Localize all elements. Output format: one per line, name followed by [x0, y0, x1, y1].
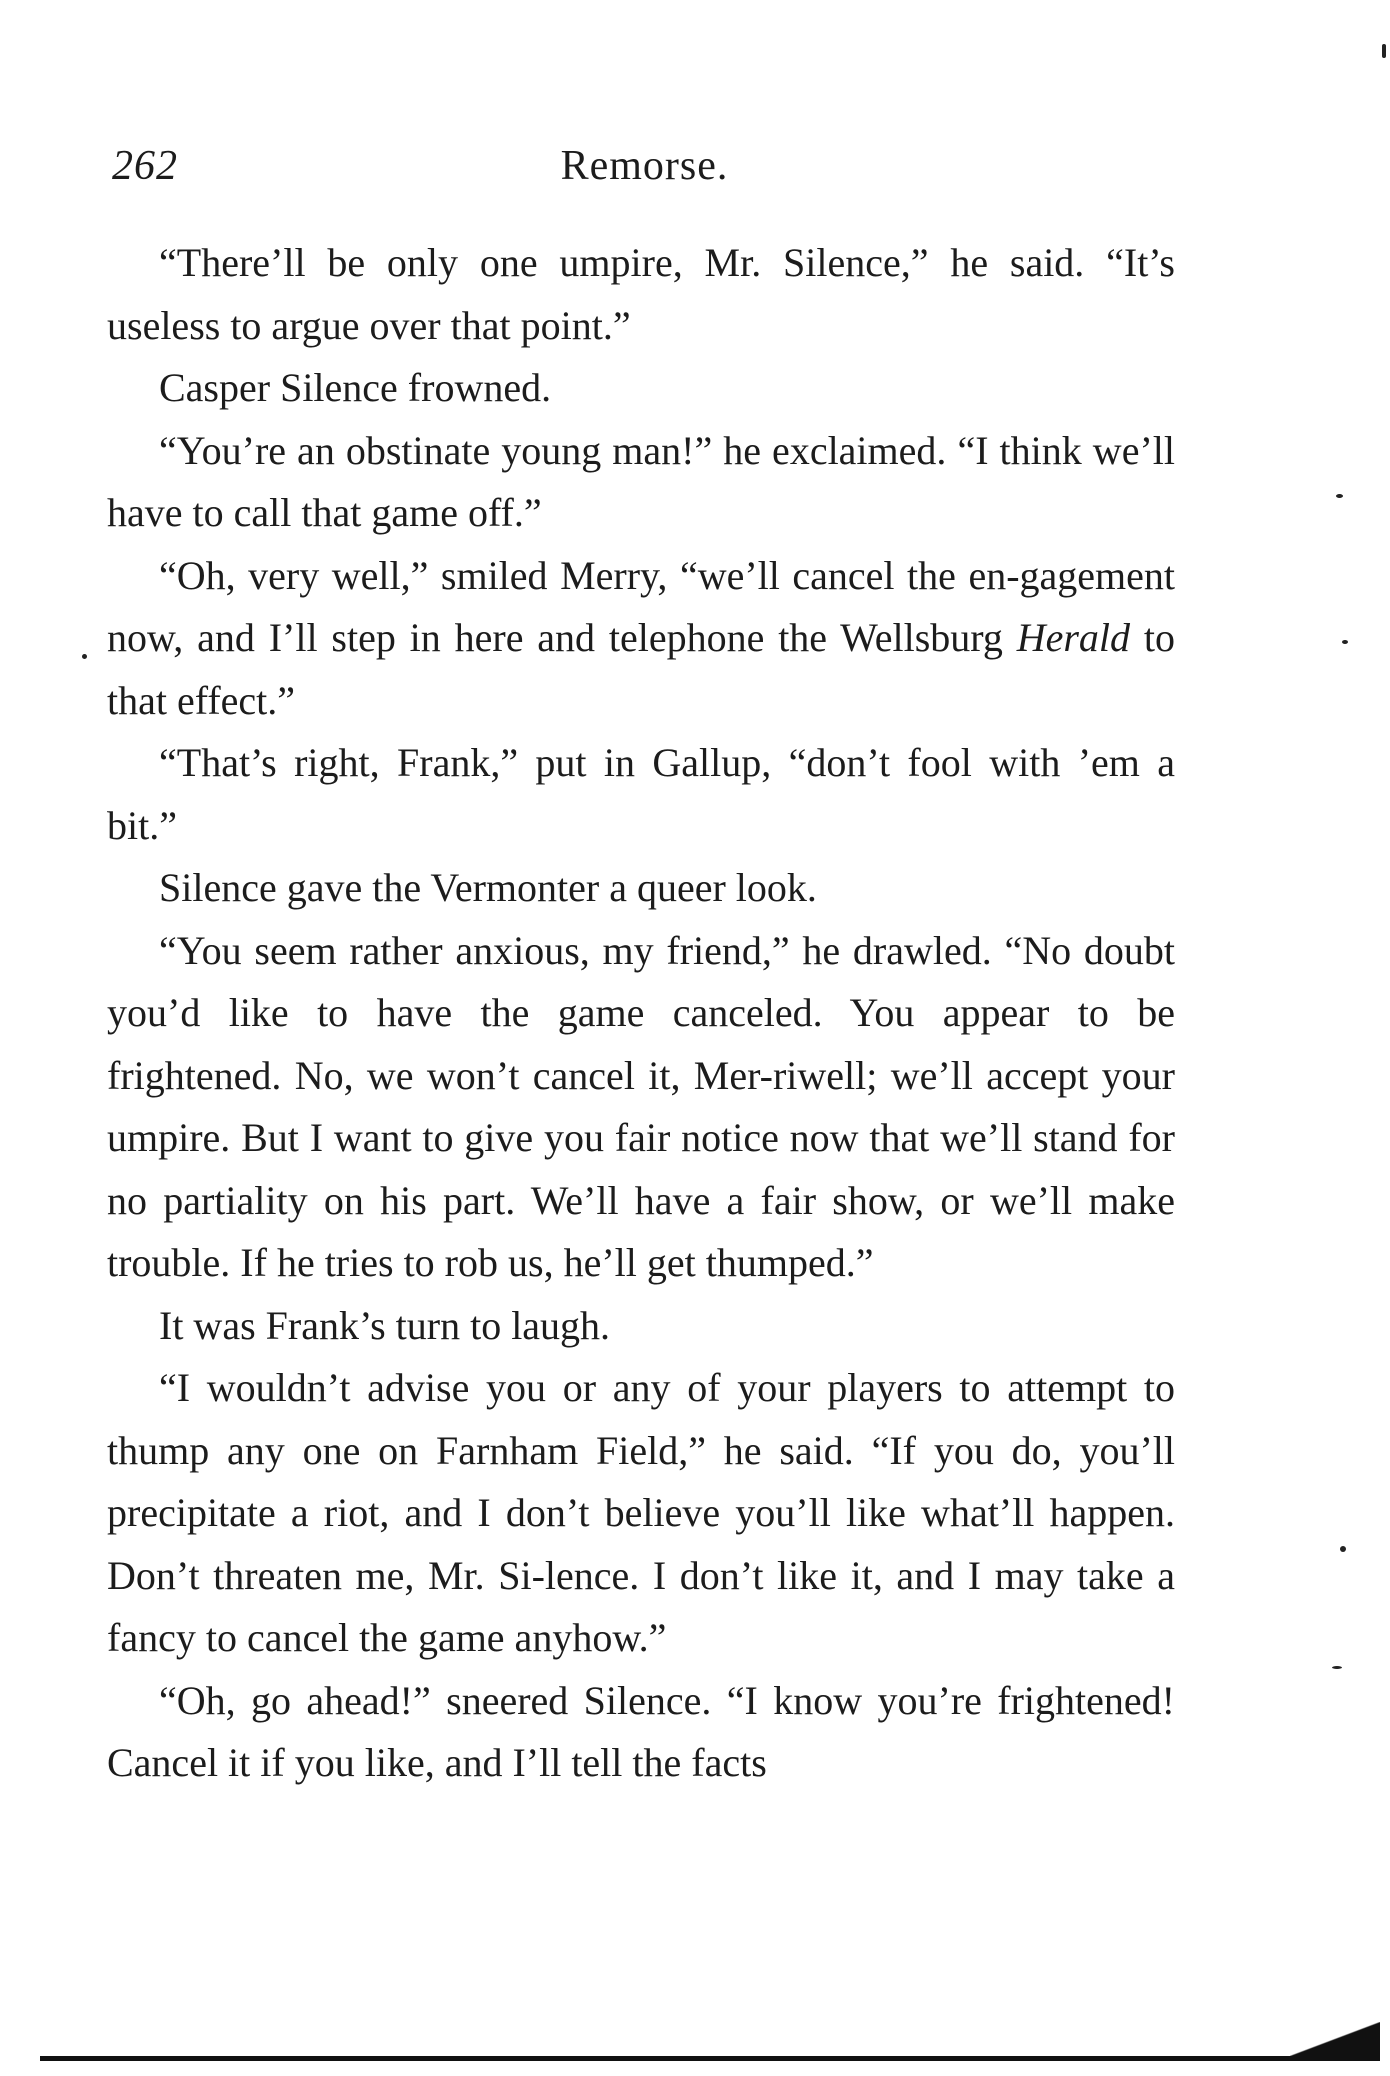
paragraph: Silence gave the Vermonter a queer look.	[159, 865, 817, 910]
bottom-rule	[40, 2056, 1380, 2061]
running-head	[112, 142, 1177, 202]
paragraph: “There’ll be only one umpire, Mr. Silence,” he said. “It’s useless to argue over that point.”	[107, 240, 1175, 348]
page-number: 262	[112, 143, 178, 189]
running-title: Remorse.	[560, 143, 729, 189]
paragraph: “That’s right, Frank,” put in Gallup, “don’t fool with ’em a bit.”	[107, 740, 1175, 848]
margin-speck	[1342, 640, 1348, 644]
italic-newspaper-name: Herald	[1016, 615, 1131, 660]
paragraph: “Oh, go ahead!” sneered Silence. “I know you’re frightened! Cancel it if you like, and I’ll tell the facts	[107, 1677, 1175, 1785]
margin-speck	[82, 654, 87, 659]
paragraph: “You seem rather anxious, my friend,” he drawled. “No doubt you’d like to have the game canceled. You appear to be frightened. No, we won’t cancel it, Mer-riwell; we’ll accept your umpire. But I want to give you fair notice now that we’ll stand for no partiality on his part. We’ll have a fair show, or we’ll make trouble. If he tries to rob us, he’ll get thumped.”	[107, 927, 1175, 1285]
paragraph-text: “Oh, very well,” smiled Merry, “we’ll cancel the en-gagement now, and I’ll step in here and telephone the Wellsburg	[107, 552, 1175, 660]
margin-speck	[1340, 1546, 1346, 1552]
margin-speck	[1336, 494, 1343, 498]
margin-speck	[1382, 44, 1386, 58]
paragraph: It was Frank’s turn to laugh.	[159, 1302, 611, 1348]
paragraph: “You’re an obstinate young man!” he exclaimed. “I think we’ll have to call that game off.”	[107, 427, 1175, 535]
body-text	[107, 232, 1175, 1795]
paragraph-text-tail: to that effect.”	[107, 615, 1175, 723]
margin-speck	[1332, 1666, 1342, 1669]
paragraph	[107, 545, 1175, 733]
paragraph: “I wouldn’t advise you or any of your players to attempt to thump any one on Farnham Field,” he said. “If you do, you’ll precipitate a riot, and I don’t believe you’ll like what’ll happen. Don’t threaten me, Mr. Si-lence. I don’t like it, and I may take a fancy to cancel the game anyhow.”	[107, 1365, 1175, 1660]
bottom-rule-shadow	[1290, 2022, 1380, 2056]
paragraph: Casper Silence frowned.	[159, 365, 552, 410]
